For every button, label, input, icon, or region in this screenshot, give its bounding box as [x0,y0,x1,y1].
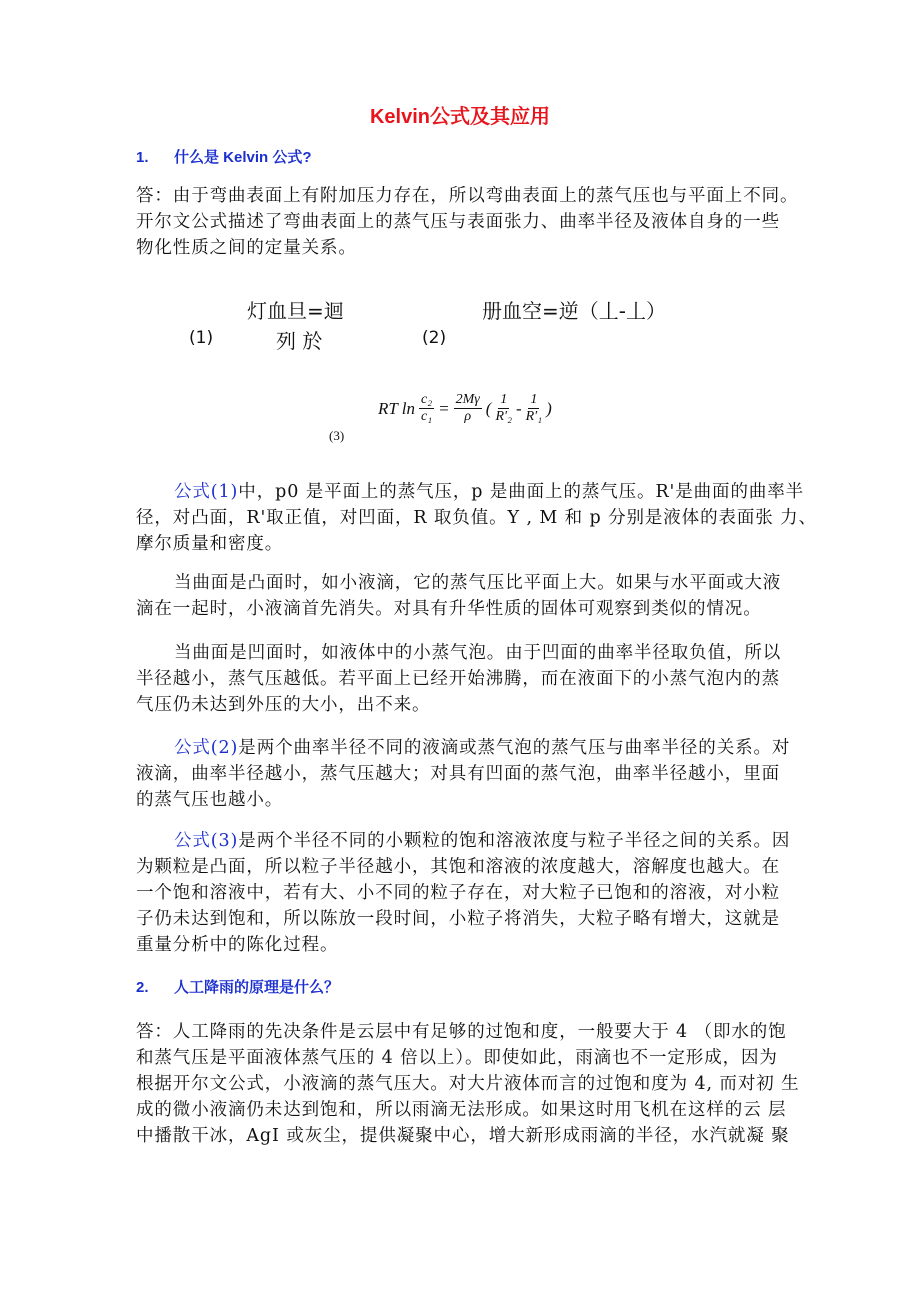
text-line: 摩尔质量和密度。 [136,534,284,554]
text-line: 根据开尔文公式，小液滴的蒸气压大。对大片液体而言的过饱和度为 4, 而对初 生 [136,1074,800,1094]
formula-2: 册血空=逆（丄-丄） [482,299,666,323]
paragraph-concave [136,640,806,718]
denominator: ρ [464,409,472,424]
text: 中，p0 是平面上的蒸气压，p 是曲面上的蒸气压。R'是曲面的曲率半 [238,482,805,502]
text: 是两个半径不同的小颗粒的饱和溶液浓度与粒子半径之间的关系。因 [238,831,791,851]
answer-1 [136,183,806,261]
numerator: 1 [530,392,538,407]
formula-3 [378,392,552,425]
text-line: 中播散干冰，AgI 或灰尘，提供凝聚中心，增大新形成雨滴的半径，水汽就凝 聚 [136,1126,790,1146]
formula-3-number: (3) [329,428,345,443]
text-line: 滴在一起时，小液滴首先消失。对具有升华性质的固体可观察到类似的情况。 [136,599,762,619]
fraction [454,392,482,425]
numerator: 2Mγ [455,392,480,407]
text-line: 的蒸气压也越小。 [136,790,284,810]
text-line: 径，对凸面，R'取正值，对凹面，R 取负值。Y , M 和 p 分别是液体的表面张 力、 [136,508,817,528]
question-1-heading [136,146,312,167]
text-line: 气压仍未达到外压的大小，出不来。 [136,695,431,715]
paragraph-formula-1 [136,479,817,557]
paragraph-formula-2 [136,735,806,813]
question-number: 2. [136,979,149,996]
answer-2 [136,1019,806,1149]
paragraph-formula-3 [136,828,806,958]
text-line: 半径越小，蒸气压越低。若平面上已经开始沸腾，而在液面下的小蒸气泡内的蒸 [136,669,780,689]
formula-term: RT ln [378,398,416,418]
paren: ) [546,398,552,418]
numerator: c₂ [421,392,433,407]
denominator: c₁ [421,409,433,424]
paren: ( [485,398,492,418]
text-line: 和蒸气压是平面液体蒸气压的 4 倍以上）。即使如此，雨滴也不一定形成，因为 [136,1048,778,1068]
text-line: 开尔文公式描述了弯曲表面上的蒸气压与表面张力、曲率半径及液体自身的一些 [136,212,780,232]
text-line: 重量分析中的陈化过程。 [136,935,339,955]
fraction [526,392,542,425]
formula-1-number: (1) [189,328,214,348]
formula-reference: 公式(1) [174,482,239,502]
document-title: Kelvin公式及其应用 [369,106,551,128]
text-line: 答：人工降雨的先决条件是云层中有足够的过饱和度，一般要大于 4 （即水的饱 [136,1022,787,1042]
fraction [419,392,434,425]
question-text: 什么是 Kelvin 公式? [174,149,312,166]
text-line: 成的微小液滴仍未达到饱和，所以雨滴无法形成。如果这时用飞机在这样的云 层 [136,1100,787,1120]
denominator: R′₁ [525,409,543,424]
formula-2-number: (2) [422,328,447,348]
text: 是两个曲率半径不同的液滴或蒸气泡的蒸气压与曲率半径的关系。对 [238,738,791,758]
formula-reference: 公式(2) [174,738,239,758]
text-line: 当曲面是凸面时，如小液滴，它的蒸气压比平面上大。如果与水平面或大液 [174,573,782,593]
minus: - [515,398,522,418]
formula-reference: 公式(3) [174,831,239,851]
formula-1-top: 灯血旦=迴 [247,299,344,323]
text-line: 答：由于弯曲表面上有附加压力存在，所以弯曲表面上的蒸气压也与平面上不同。 [136,186,799,206]
question-text: 人工降雨的原理是什么？ [174,979,340,996]
text-line: 当曲面是凹面时，如液体中的小蒸气泡。由于凹面的曲率半径取负值，所以 [174,643,782,663]
text-line: 液滴，曲率半径越小，蒸气压越大；对具有凹面的蒸气泡，曲率半径越小，里面 [136,764,780,784]
paragraph-convex [136,570,806,622]
question-2-heading [136,976,339,997]
equals: = [438,398,450,418]
text-line: 为颗粒是凸面，所以粒子半径越小，其饱和溶液的浓度越大，溶解度也越大。在 [136,857,780,877]
question-number: 1. [136,149,149,166]
text-line: 一个饱和溶液中，若有大、小不同的粒子存在，对大粒子已饱和的溶液，对小粒 [136,883,780,903]
fraction [495,392,511,425]
text-line: 物化性质之间的定量关系。 [136,238,357,258]
numerator: 1 [500,392,508,407]
formula-1-bottom: 列 於 [276,329,323,353]
text-line: 子仍未达到饱和，所以陈放一段时间，小粒子将消失，大粒子略有增大，这就是 [136,909,780,929]
denominator: R′₂ [495,409,512,424]
